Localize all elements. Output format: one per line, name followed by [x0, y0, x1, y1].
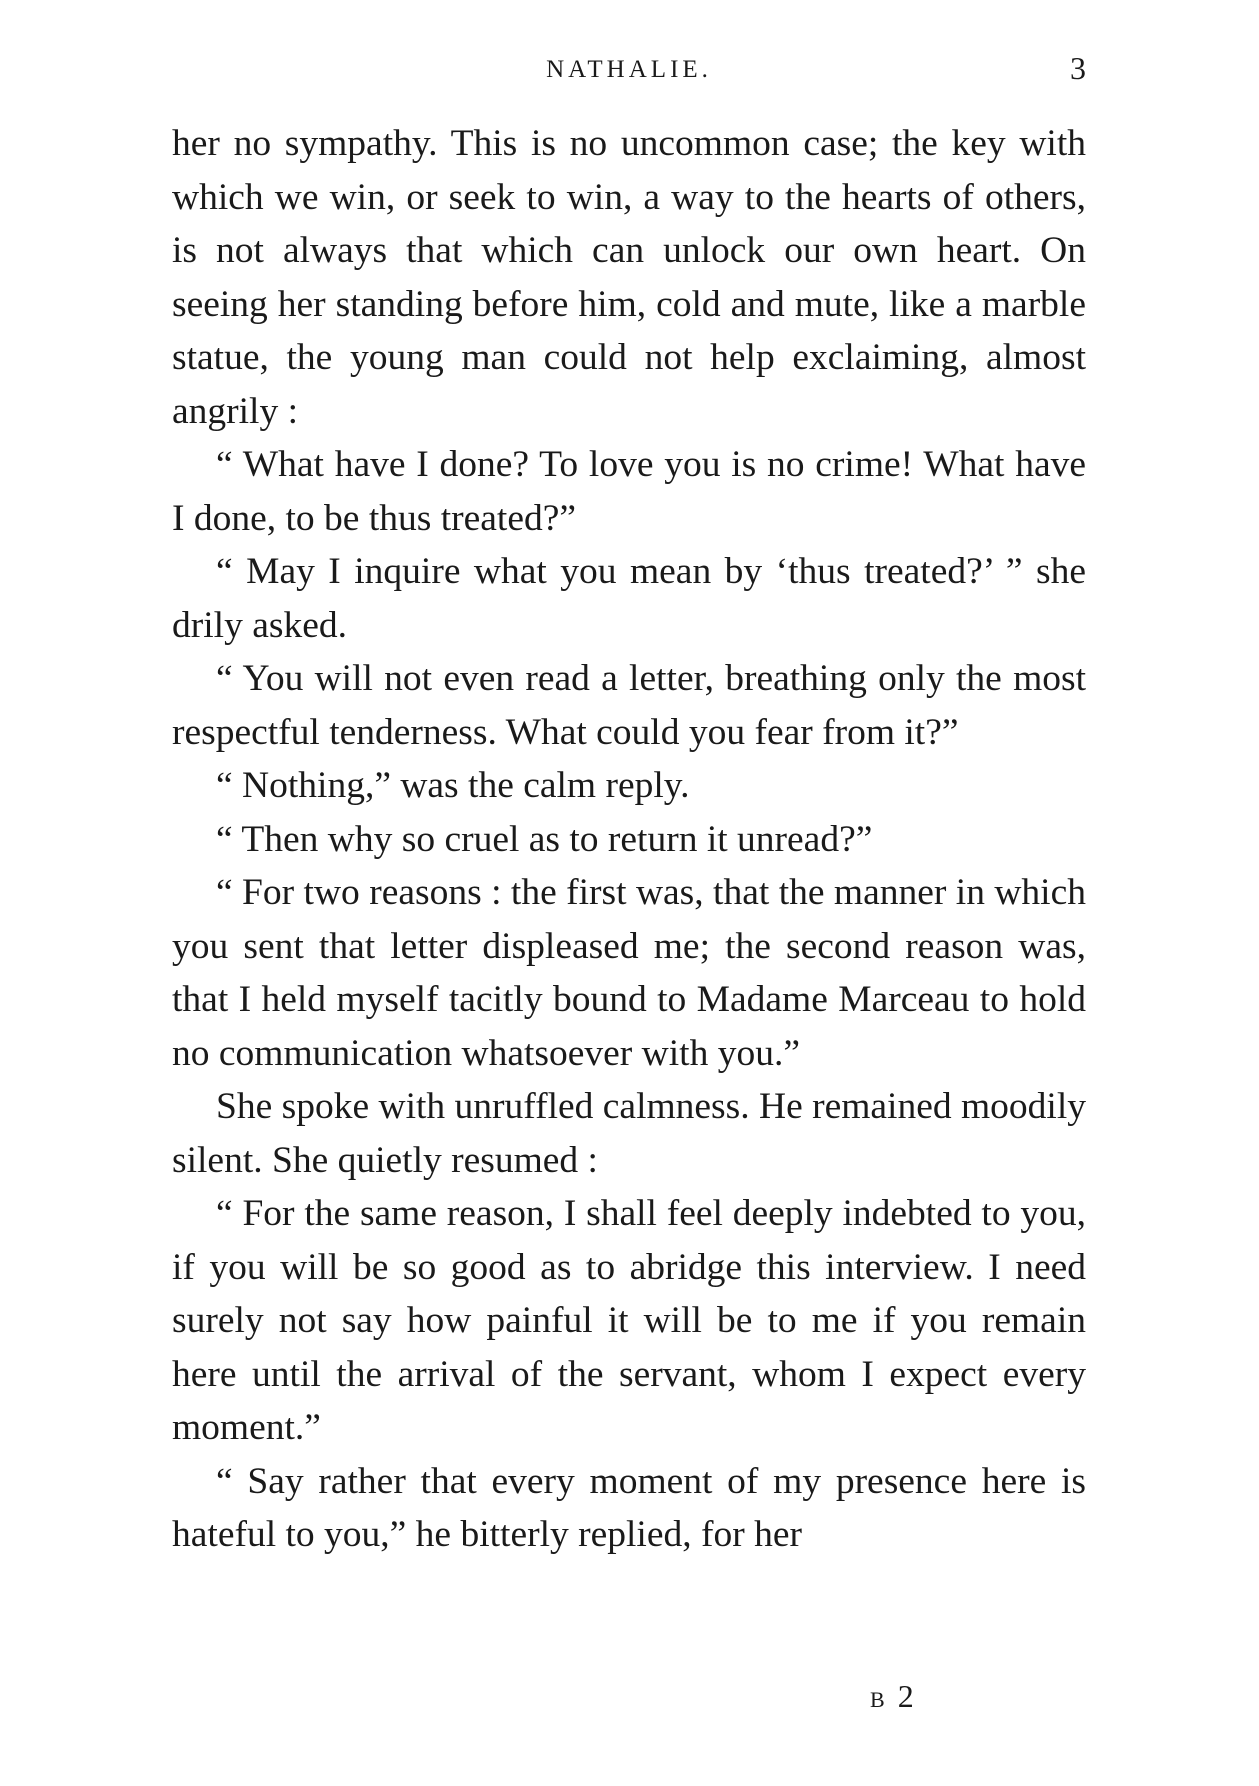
paragraph-8: She spoke with unruffled calmness. He remained moodily silent. She quietly resumed : — [172, 1086, 1086, 1181]
paragraph-3: “ May I inquire what you mean by ‘thus treated?’ ” she drily asked. — [172, 551, 1086, 646]
running-title: NATHALIE. — [546, 56, 712, 83]
paragraph-10: “ Say rather that every moment of my presence here is hateful to you,” he bitterly replied, for her — [172, 1460, 1086, 1555]
signature-mark — [870, 1678, 916, 1715]
signature-number: 2 — [897, 1678, 916, 1714]
paragraph-9: “ For the same reason, I shall feel deeply indebted to you, if you will be so good as to abridge this interview. I need surely not say how painful it will be to me if you remain here until the arrival of the servant, whom I expect every moment.” — [172, 1193, 1086, 1448]
paragraph-1: her no sympathy. This is no uncommon case; the key with which we win, or seek to win, a way to the hearts of others, is not always that which can unlock our own heart. On seeing her standing before him, cold and mute, like a marble statue, the young man could not help exclaiming, almost angrily : — [172, 123, 1086, 432]
page-header — [172, 48, 1086, 92]
paragraph-7: “ For two reasons : the first was, that the manner in which you sent that letter displeased me; the second reason was, that I held myself tacitly bound to Madame Marceau to hold no communication whatsoever with you.” — [172, 872, 1086, 1074]
page-number: 3 — [1070, 50, 1086, 86]
signature-letter: B — [870, 1687, 888, 1712]
paragraph-6: “ Then why so cruel as to return it unread?” — [216, 818, 873, 860]
body-text — [172, 117, 1086, 1562]
paragraph-2: “ What have I done? To love you is no crime! What have I done, to be thus treated?” — [172, 444, 1086, 539]
paragraph-4: “ You will not even read a letter, breathing only the most respectful tenderness. What could you fear from it?” — [172, 658, 1086, 753]
paragraph-5: “ Nothing,” was the calm reply. — [216, 765, 690, 806]
